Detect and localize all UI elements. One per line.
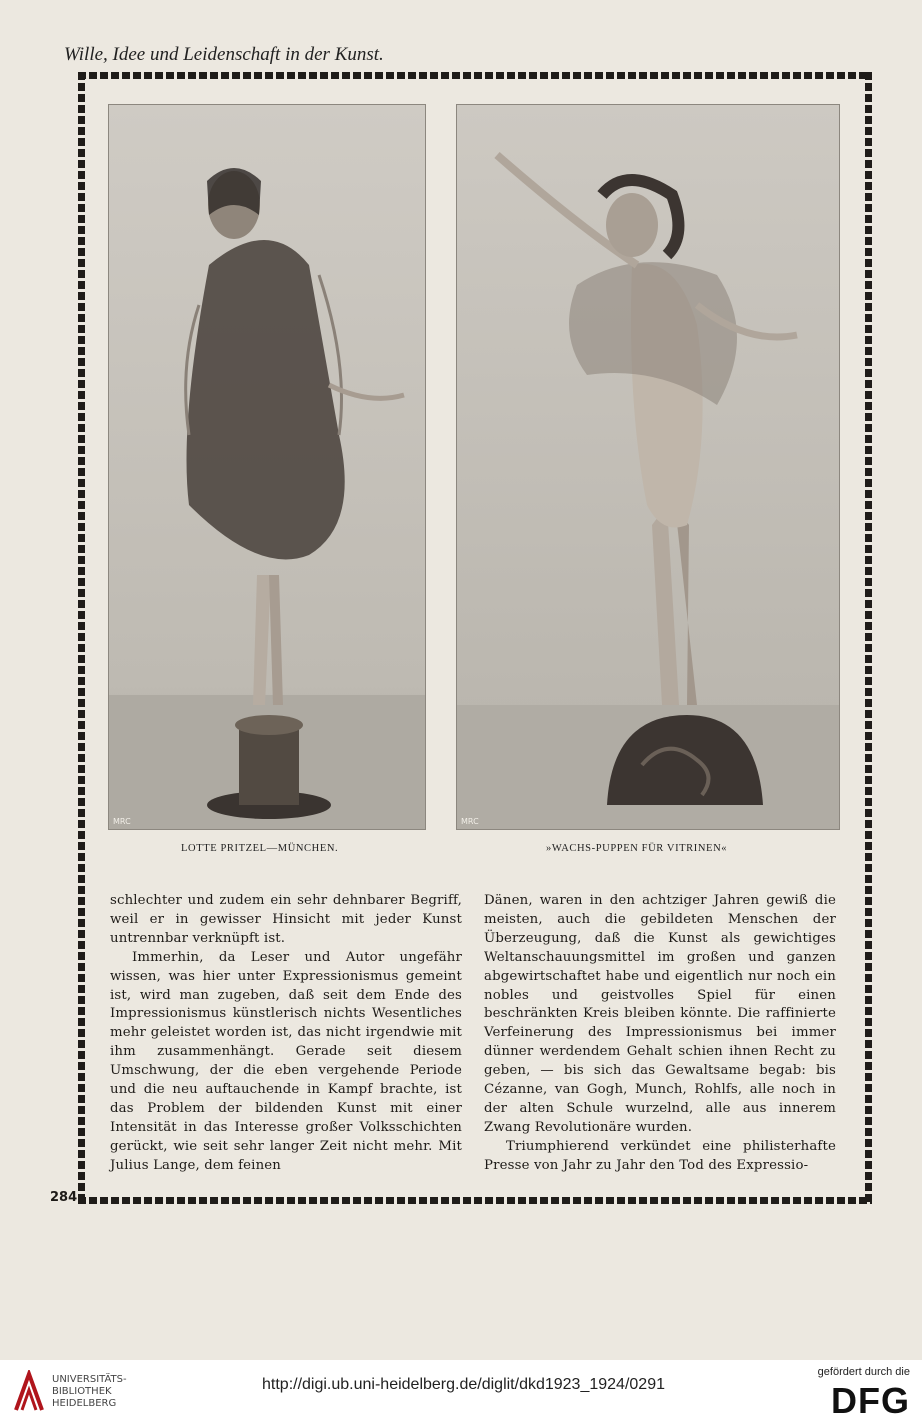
caption-left: LOTTE PRITZEL—MÜNCHEN.	[181, 843, 339, 854]
funder-note: gefördert durch die	[817, 1366, 910, 1378]
paragraph: schlechter und zudem ein sehr dehnbarer Begriff, weil er in gewisser Hinsicht mit jeder Kunst untrennbar verknüpft ist.	[110, 893, 462, 946]
paragraph: Dänen, waren in den achtziger Jahren gewiß die meisten, auch die gebildeten Menschen der Überzeugung, daß die Kunst als gewichtiges Weltanschauungsmittel im großen und ganzen abgewirtschaftet habe und eigentlich nur noch ein nobles und geistvolles Spiel für einen beschränkten Kreis bleiben könnte. Die raffinierte Verfeinerung des Impressionismus bei immer dünner werdendem Gehalt schien ihnen Recht zu geben, — bis sich das Gewaltsame begab: bis Cézanne, van Gogh, Munch, Rohlfs, alle noch in der alten Schule wurzelnd, alle aus innerem Zwang Revolutionäre wurden.	[484, 893, 836, 1135]
library-name-line: HEIDELBERG	[52, 1398, 117, 1409]
paragraph: Immerhin, da Leser und Autor ungefähr wissen, was hier unter Expressionismus gemeint ist, wird man zugeben, daß seit dem Ende des Impressionismus künstlerisch nichts Wesentliches mehr geleistet worden ist, das nicht irgendwie mit ihm zusammenhängt. Gerade seit diesem Umschwung, der die eben vergehende Periode und die neu auftauchende in Kampf brachte, ist das Problem der bildenden Kunst mit einer Intensität in das Interesse großer Volksschichten gerückt, wie seit sehr langer Zeit nicht mehr. Mit Julius Lange, dem feinen	[110, 949, 462, 1173]
frame-left-border	[78, 72, 85, 1204]
library-name-line: BIBLIOTHEK	[52, 1386, 112, 1397]
running-title: Wille, Idee und Leidenschaft in der Kunst.	[64, 44, 384, 65]
photographer-monogram: MRC	[461, 817, 479, 826]
text-column-left	[110, 892, 462, 1176]
frame-top-border	[78, 72, 872, 79]
dfg-logo: DFG	[831, 1380, 910, 1421]
caption-right: »WACHS-PUPPEN FÜR VITRINEN«	[546, 843, 728, 854]
paragraph: Triumphierend verkündet eine philisterhafte Presse von Jahr zu Jahr den Tod des Expressio-	[484, 1138, 836, 1173]
photo-wachs-puppen	[456, 104, 840, 830]
library-name-line: UNIVERSITÄTS-	[52, 1374, 127, 1385]
page-number: 284	[50, 1190, 78, 1205]
frame-bottom-border	[78, 1197, 872, 1204]
frame-right-border	[865, 72, 872, 1204]
university-library-logo-icon	[12, 1370, 46, 1414]
text-column-right	[484, 892, 836, 1176]
photographer-monogram: MRC	[113, 817, 131, 826]
photo-lotte-pritzel-doll	[108, 104, 426, 830]
digitization-footer	[0, 1360, 922, 1423]
permalink-url[interactable]: http://digi.ub.uni-heidelberg.de/diglit/dkd1923_1924/0291	[262, 1376, 665, 1393]
doll-figure-illustration	[109, 105, 425, 829]
wax-doll-illustration	[457, 105, 839, 829]
library-name	[52, 1374, 127, 1410]
